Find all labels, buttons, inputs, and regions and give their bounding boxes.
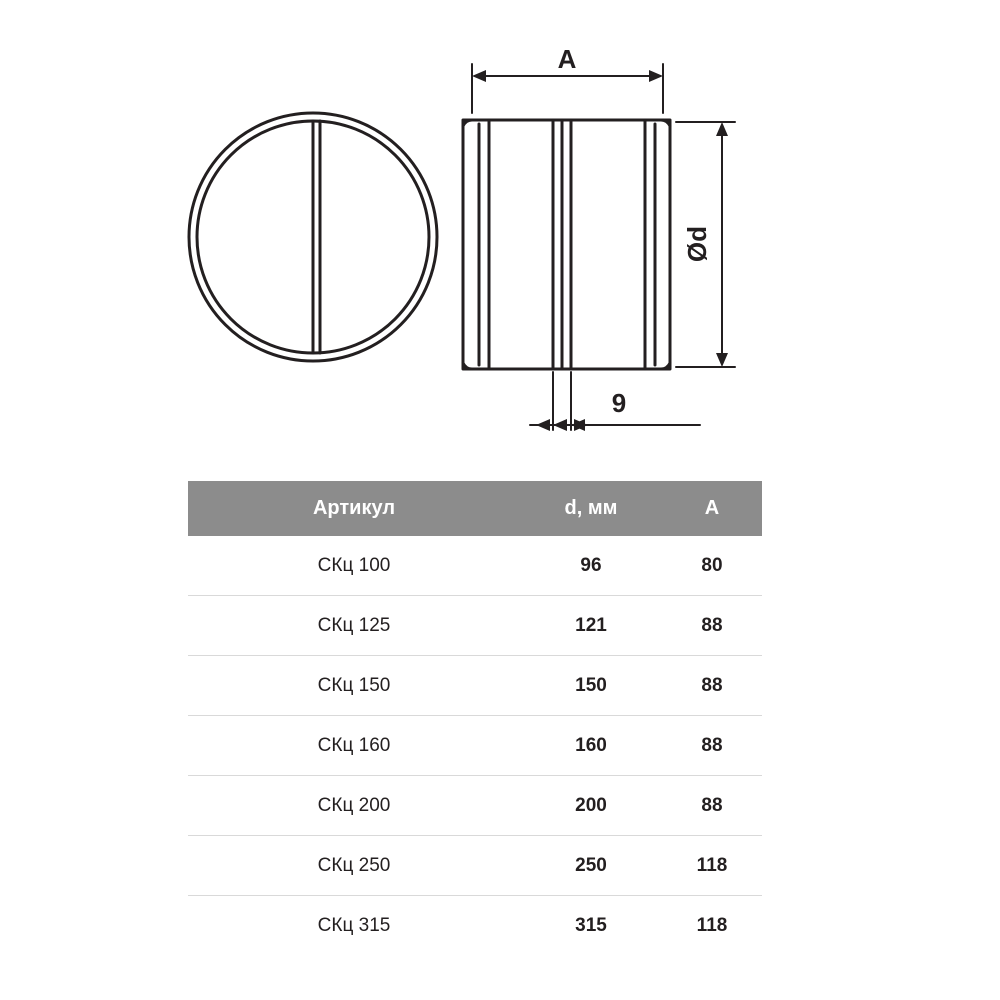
- cell-a: 118: [696, 914, 728, 936]
- cell-article: СКц 150: [188, 656, 520, 716]
- column-header-d: d, мм: [520, 481, 662, 536]
- table-row: [188, 536, 762, 596]
- table-header-row: [188, 481, 762, 536]
- cell-a: 88: [662, 776, 762, 836]
- specification-table: [188, 481, 762, 955]
- cell-article: СКц 250: [188, 836, 520, 896]
- cell-d: 315: [575, 914, 607, 936]
- cell-a: 88: [662, 596, 762, 656]
- table-row: [188, 656, 762, 716]
- table-row: [188, 896, 762, 956]
- label-diameter-d: Ød: [682, 225, 712, 263]
- specification-table-wrapper: [188, 481, 756, 955]
- cell-a: 88: [662, 716, 762, 776]
- table-row: [188, 716, 762, 776]
- front-view-circles: [189, 113, 437, 361]
- table-body: [188, 536, 762, 955]
- label-width-a: A: [557, 44, 577, 74]
- cell-a: 88: [662, 656, 762, 716]
- cell-a: 80: [662, 536, 762, 596]
- cell-article: СКц 160: [188, 716, 520, 776]
- cell-d: 160: [520, 716, 662, 776]
- column-header-article: Артикул: [188, 481, 520, 536]
- side-view-body: [463, 120, 670, 369]
- table-row: [188, 776, 762, 836]
- cell-article: СКц 100: [188, 536, 520, 596]
- table-row: [188, 596, 762, 656]
- cell-article: СКц 315: [317, 914, 391, 936]
- cell-d: 200: [520, 776, 662, 836]
- cell-article: СКц 125: [188, 596, 520, 656]
- cell-d: 250: [520, 836, 662, 896]
- label-thickness-9: 9: [611, 388, 627, 418]
- cell-article: СКц 200: [188, 776, 520, 836]
- cell-a: 118: [662, 836, 762, 896]
- cell-d: 96: [520, 536, 662, 596]
- cell-d: 121: [520, 596, 662, 656]
- table-row: [188, 836, 762, 896]
- cell-d: 150: [520, 656, 662, 716]
- column-header-a: A: [662, 481, 762, 536]
- technical-drawing: [0, 0, 1000, 460]
- table-header: [188, 481, 762, 536]
